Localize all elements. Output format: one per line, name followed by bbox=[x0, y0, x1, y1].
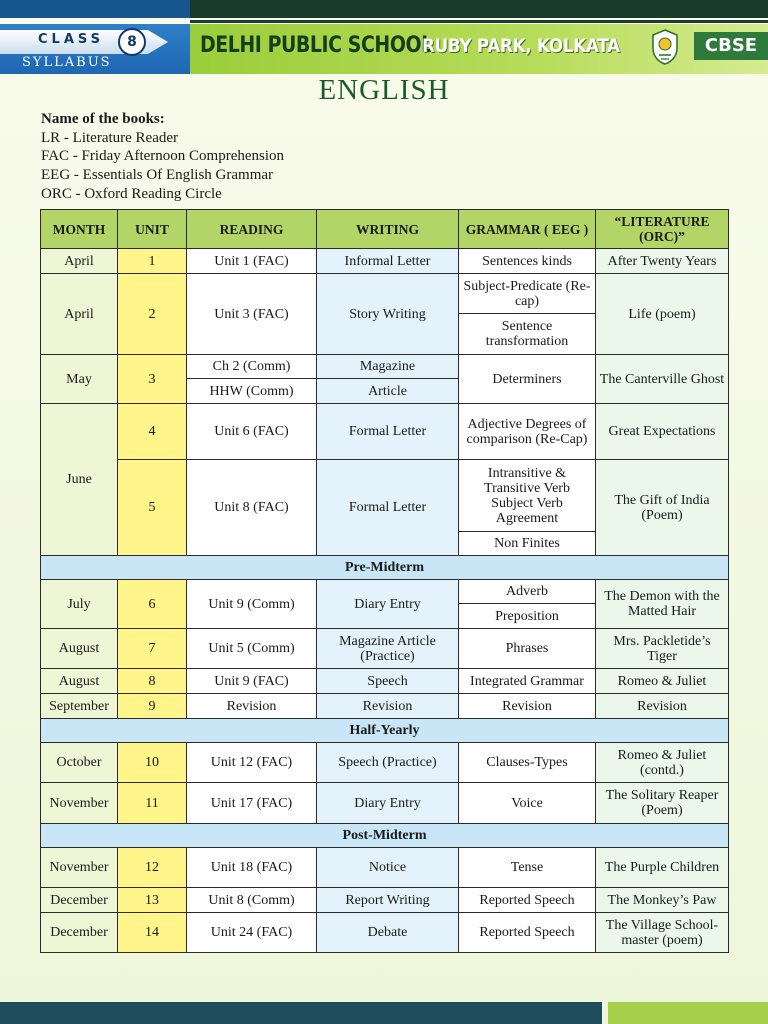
month-cell: July bbox=[41, 580, 118, 629]
reading-cell: Unit 5 (Comm) bbox=[187, 629, 317, 669]
grammar-cell: Preposition bbox=[459, 604, 596, 629]
month-cell: September bbox=[41, 694, 118, 719]
month-cell: August bbox=[41, 629, 118, 669]
footer-bar-green bbox=[608, 1002, 768, 1024]
unit-cell: 8 bbox=[118, 669, 187, 694]
grammar-cell: Determiners bbox=[459, 355, 596, 404]
table-row bbox=[41, 274, 729, 314]
book-item: LR - Literature Reader bbox=[41, 129, 179, 146]
reading-cell: Revision bbox=[187, 694, 317, 719]
unit-cell: 11 bbox=[118, 783, 187, 824]
grammar-cell: Adjective Degrees of comparison (Re-Cap) bbox=[459, 404, 596, 460]
month-cell: October bbox=[41, 743, 118, 783]
writing-cell: Speech (Practice) bbox=[317, 743, 459, 783]
reading-cell: Unit 17 (FAC) bbox=[187, 783, 317, 824]
grammar-cell: Reported Speech bbox=[459, 888, 596, 913]
reading-cell: Unit 3 (FAC) bbox=[187, 274, 317, 355]
books-heading: Name of the books: bbox=[41, 111, 165, 127]
writing-cell: Speech bbox=[317, 669, 459, 694]
month-cell: April bbox=[41, 249, 118, 274]
literature-cell: The Purple Children bbox=[596, 848, 729, 888]
grammar-cell: Adverb bbox=[459, 580, 596, 604]
month-cell: December bbox=[41, 888, 118, 913]
reading-cell: Unit 1 (FAC) bbox=[187, 249, 317, 274]
unit-cell: 14 bbox=[118, 913, 187, 953]
header-writing: WRITING bbox=[317, 210, 459, 249]
table-row bbox=[41, 888, 729, 913]
literature-cell: Mrs. Packletide’s Tiger bbox=[596, 629, 729, 669]
unit-cell: 13 bbox=[118, 888, 187, 913]
reading-cell: Unit 12 (FAC) bbox=[187, 743, 317, 783]
unit-cell: 5 bbox=[118, 460, 187, 556]
month-cell: November bbox=[41, 848, 118, 888]
month-cell: November bbox=[41, 783, 118, 824]
reading-cell: Unit 9 (FAC) bbox=[187, 669, 317, 694]
book-item: FAC - Friday Afternoon Comprehension bbox=[41, 148, 285, 165]
writing-cell: Article bbox=[317, 379, 459, 404]
grammar-cell: Non Finites bbox=[459, 532, 596, 556]
writing-cell: Informal Letter bbox=[317, 249, 459, 274]
writing-cell: Diary Entry bbox=[317, 580, 459, 629]
page-title: ENGLISH bbox=[318, 74, 450, 106]
books-legend bbox=[41, 110, 284, 204]
table-row bbox=[41, 460, 729, 532]
grammar-cell: Sentence transformation bbox=[459, 314, 596, 355]
class-panel bbox=[0, 24, 190, 74]
table-header-row bbox=[41, 210, 729, 249]
unit-cell: 10 bbox=[118, 743, 187, 783]
writing-cell: Magazine bbox=[317, 355, 459, 379]
writing-cell: Formal Letter bbox=[317, 460, 459, 556]
grammar-cell: Integrated Grammar bbox=[459, 669, 596, 694]
unit-cell: 1 bbox=[118, 249, 187, 274]
unit-cell: 6 bbox=[118, 580, 187, 629]
separator-half-yearly: Half-Yearly bbox=[41, 719, 729, 743]
literature-cell: Romeo & Juliet bbox=[596, 669, 729, 694]
school-crest-icon bbox=[650, 28, 680, 66]
literature-cell: Great Expectations bbox=[596, 404, 729, 460]
table-row bbox=[41, 249, 729, 274]
literature-cell: The Canterville Ghost bbox=[596, 355, 729, 404]
literature-cell: The Gift of India (Poem) bbox=[596, 460, 729, 556]
unit-cell: 3 bbox=[118, 355, 187, 404]
table-row bbox=[41, 913, 729, 953]
month-cell: June bbox=[41, 404, 118, 556]
literature-cell: Life (poem) bbox=[596, 274, 729, 355]
writing-cell: Notice bbox=[317, 848, 459, 888]
table-row bbox=[41, 848, 729, 888]
table-row bbox=[41, 355, 729, 379]
cbse-badge: CBSE bbox=[694, 32, 768, 60]
unit-cell: 12 bbox=[118, 848, 187, 888]
table-row bbox=[41, 694, 729, 719]
reading-cell: Ch 2 (Comm) bbox=[187, 355, 317, 379]
header-band bbox=[0, 24, 768, 74]
literature-cell: After Twenty Years bbox=[596, 249, 729, 274]
grammar-cell: Phrases bbox=[459, 629, 596, 669]
writing-cell: Report Writing bbox=[317, 888, 459, 913]
reading-cell: HHW (Comm) bbox=[187, 379, 317, 404]
month-cell: April bbox=[41, 274, 118, 355]
header-unit: UNIT bbox=[118, 210, 187, 249]
separator-row bbox=[41, 824, 729, 848]
class-label: CLASS bbox=[38, 32, 105, 47]
literature-cell: The Village School-master (poem) bbox=[596, 913, 729, 953]
grammar-cell: Intransitive & Transitive Verb Subject Verb Agreement bbox=[459, 460, 596, 532]
header-literature: “LITERATURE (ORC)” bbox=[596, 210, 729, 249]
reading-cell: Unit 8 (Comm) bbox=[187, 888, 317, 913]
footer-bar-dark bbox=[0, 1002, 602, 1024]
school-name: DELHI PUBLIC SCHOOL bbox=[200, 33, 433, 58]
table-row bbox=[41, 743, 729, 783]
unit-cell: 4 bbox=[118, 404, 187, 460]
table-row bbox=[41, 783, 729, 824]
literature-cell: The Demon with the Matted Hair bbox=[596, 580, 729, 629]
separator-post-midterm: Post-Midterm bbox=[41, 824, 729, 848]
grammar-cell: Clauses-Types bbox=[459, 743, 596, 783]
writing-cell: Revision bbox=[317, 694, 459, 719]
literature-cell: Romeo & Juliet (contd.) bbox=[596, 743, 729, 783]
month-cell: December bbox=[41, 913, 118, 953]
book-item: ORC - Oxford Reading Circle bbox=[41, 185, 222, 202]
top-strip-blue bbox=[0, 0, 190, 18]
table-row bbox=[41, 669, 729, 694]
header-reading: READING bbox=[187, 210, 317, 249]
book-item: EEG - Essentials Of English Grammar bbox=[41, 167, 274, 184]
unit-cell: 2 bbox=[118, 274, 187, 355]
reading-cell: Unit 24 (FAC) bbox=[187, 913, 317, 953]
unit-cell: 9 bbox=[118, 694, 187, 719]
grammar-cell: Voice bbox=[459, 783, 596, 824]
separator-pre-midterm: Pre-Midterm bbox=[41, 556, 729, 580]
separator-row bbox=[41, 556, 729, 580]
school-location: RUBY PARK, KOLKATA bbox=[422, 35, 620, 57]
separator-row bbox=[41, 719, 729, 743]
writing-cell: Debate bbox=[317, 913, 459, 953]
grammar-cell: Reported Speech bbox=[459, 913, 596, 953]
writing-cell: Diary Entry bbox=[317, 783, 459, 824]
writing-cell: Formal Letter bbox=[317, 404, 459, 460]
month-cell: August bbox=[41, 669, 118, 694]
literature-cell: The Solitary Reaper (Poem) bbox=[596, 783, 729, 824]
reading-cell: Unit 9 (Comm) bbox=[187, 580, 317, 629]
syllabus-label: SYLLABUS bbox=[22, 55, 112, 70]
top-strip-dark bbox=[190, 0, 768, 18]
reading-cell: Unit 6 (FAC) bbox=[187, 404, 317, 460]
header-grammar: GRAMMAR ( EEG ) bbox=[459, 210, 596, 249]
table-row bbox=[41, 404, 729, 460]
header-month: MONTH bbox=[41, 210, 118, 249]
grammar-cell: Sentences kinds bbox=[459, 249, 596, 274]
reading-cell: Unit 8 (FAC) bbox=[187, 460, 317, 556]
class-number-badge: 8 bbox=[118, 28, 146, 56]
writing-cell: Magazine Article (Practice) bbox=[317, 629, 459, 669]
month-cell: May bbox=[41, 355, 118, 404]
top-divider-line bbox=[190, 20, 768, 23]
table-row bbox=[41, 580, 729, 604]
table-row bbox=[41, 629, 729, 669]
grammar-cell: Revision bbox=[459, 694, 596, 719]
unit-cell: 7 bbox=[118, 629, 187, 669]
literature-cell: The Monkey’s Paw bbox=[596, 888, 729, 913]
grammar-cell: Tense bbox=[459, 848, 596, 888]
reading-cell: Unit 18 (FAC) bbox=[187, 848, 317, 888]
literature-cell: Revision bbox=[596, 694, 729, 719]
writing-cell: Story Writing bbox=[317, 274, 459, 355]
syllabus-table bbox=[40, 209, 729, 953]
grammar-cell: Subject-Predicate (Re-cap) bbox=[459, 274, 596, 314]
